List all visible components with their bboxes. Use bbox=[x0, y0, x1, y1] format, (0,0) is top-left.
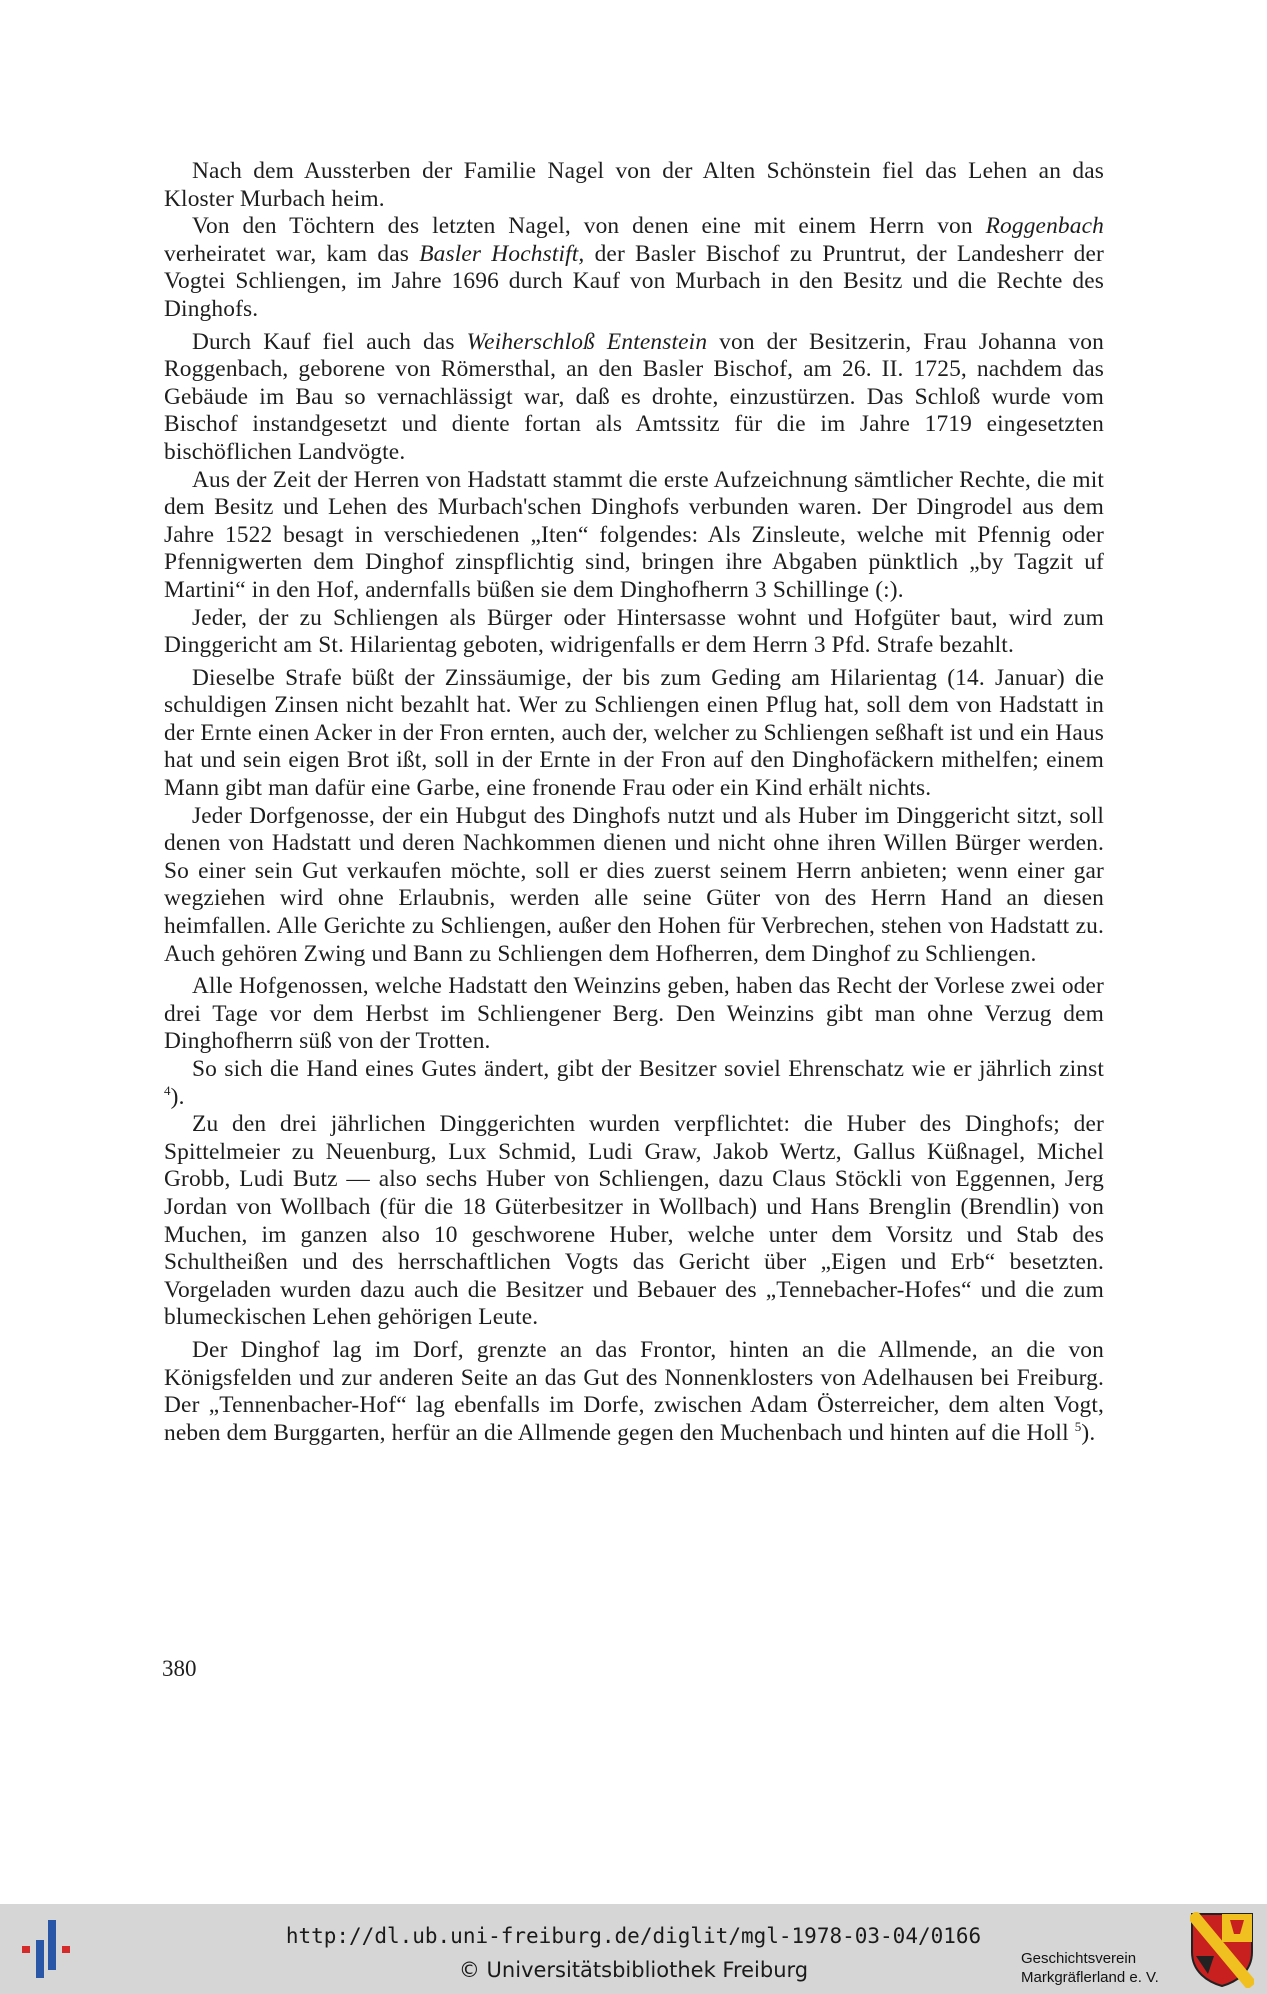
body-text bbox=[164, 158, 1104, 1447]
paragraph: Von den Töchtern des letzten Nagel, von denen eine mit einem Herrn von Roggenbach verheiratet war, kam das Basler Hochstift, der Basler Bischof zu Pruntrut, der Landesherr der Vogtei Schliengen, im Jahre 1696 durch Kauf von Murbach in den Besitz und die Rechte des Dinghofs. bbox=[164, 213, 1104, 322]
page-number: 380 bbox=[162, 1656, 197, 1681]
coat-of-arms-icon bbox=[1190, 1912, 1254, 1988]
footer-bar bbox=[0, 1904, 1267, 1994]
copyright-text: © Universitätsbibliothek Freiburg bbox=[458, 1958, 809, 1982]
paragraph: Zu den drei jährlichen Dinggerichten wurden verpflichtet: die Huber des Dinghofs; der Spittelmeier zu Neuenburg, Lux Schmid, Ludi Graw, Jakob Wertz, Gallus Küßnagel, Michel Grobb, Ludi Butz — also sechs Huber von Schliengen, dazu Claus Stöckli von Eggennen, Jerg Jordan von Wollbach (für die 18 Güterbesitzer in Wollbach) und Hans Brenglin (Brendlin) von Muchen, im ganzen also 10 geschworene Huber, welche unter dem Vorsitz und Stab des Schultheißen und des herrschaftlichen Vogts das Gericht über „Eigen und Erb“ besetzten. Vorgeladen wurden dazu auch die Besitzer und Bebauer des „Tennebacher-Hofes“ und die zum blumeckischen Lehen gehörigen Leute. bbox=[164, 1111, 1104, 1331]
paragraph: Durch Kauf fiel auch das Weiherschloß Entenstein von der Besitzerin, Frau Johanna von Roggenbach, geborene von Römersthal, an den Basler Bischof, am 26. II. 1725, nachdem das Gebäude im Bau so vernachlässigt war, daß es drohte, einzustürzen. Das Schloß wurde vom Bischof instandgesetzt und diente fortan als Amtssitz für die im Jahre 1719 eingesetzten bischöflichen Landvögte. bbox=[164, 328, 1104, 465]
society-line-1: Geschichtsverein bbox=[1021, 1950, 1137, 1967]
paragraph: Jeder Dorfgenosse, der ein Hubgut des Dinghofs nutzt und als Huber im Dinggericht sitzt, soll denen von Hadstatt und deren Nachkommen dienen und nicht ohne ihren Willen Bürger werden. So einer sein Gut verkaufen möchte, soll er dies zuerst seinem Herrn anbieten; wenn einer gar wegziehen wird ohne Erlaubnis, werden alle seine Güter von des Herrn Hand an diesen heimfallen. Alle Gerichte zu Schliengen, außer den Hohen für Verbrechen, stehen von Hadstatt zu. Auch gehören Zwing und Bann zu Schliengen dem Hofherren, dem Dinghof zu Schliengen. bbox=[164, 802, 1104, 967]
society-name bbox=[1021, 1949, 1191, 1987]
permalink-link[interactable]: http://dl.ub.uni-freiburg.de/diglit/mgl-1978-03-04/0166 bbox=[285, 1924, 982, 1948]
paragraph: Aus der Zeit der Herren von Hadstatt stammt die erste Aufzeichnung sämtlicher Rechte, die mit dem Besitz und Lehen des Murbach'schen Dinghofs verbunden waren. Der Dingrodel aus dem Jahre 1522 besagt in verschiedenen „Iten“ folgendes: Als Zinsleute, welche mit Pfennig oder Pfennigwerten dem Dinghof zinspflichtig sind, bringen ihre Abgaben pünktlich „by Tagzit uf Martini“ in den Hof, andernfalls büßen sie dem Dinghofherrn 3 Schillinge (:). bbox=[164, 466, 1104, 603]
paragraph: Alle Hofgenossen, welche Hadstatt den Weinzins geben, haben das Recht der Vorlese zwei oder drei Tage vor dem Herbst im Schliengener Berg. Den Weinzins gibt man ohne Verzug dem Dinghofherrn süß von der Trotten. bbox=[164, 973, 1104, 1055]
paragraph: So sich die Hand eines Gutes ändert, gibt der Besitzer soviel Ehrenschatz wie er jährlich zinst $^4$). bbox=[164, 1056, 1104, 1110]
paragraph: Nach dem Aussterben der Familie Nagel von der Alten Schönstein fiel das Lehen an das Kloster Murbach heim. bbox=[164, 158, 1104, 212]
society-line-2: Markgräflerland e. V. bbox=[1021, 1969, 1159, 1986]
paragraph: Dieselbe Strafe büßt der Zinssäumige, der bis zum Geding am Hilarientag (14. Januar) die schuldigen Zinsen nicht bezahlt hat. Wer zu Schliengen einen Pflug hat, soll dem von Hadstatt in der Ernte einen Acker in der Fron ernten, auch der, welcher zu Schliengen seßhaft ist und ein Haus hat und sein eigen Brot ißt, soll in der Ernte in der Fron auf den Dinghofäckern mithelfen; einem Mann gibt man dafür eine Garbe, eine fronende Frau oder ein Kind erhält nichts. bbox=[164, 664, 1104, 802]
paragraph: Jeder, der zu Schliengen als Bürger oder Hintersasse wohnt und Hofgüter baut, wird zum Dinggericht am St. Hilarientag geboten, widrigenfalls er dem Herrn 3 Pfd. Strafe bezahlt. bbox=[164, 604, 1104, 659]
paragraph: Der Dinghof lag im Dorf, grenzte an das Frontor, hinten an die Allmende, an die von Königsfelden und zur anderen Seite an das Gut des Nonnenklosters von Adelhausen bei Freiburg. Der „Tennenbacher-Hof“ lag ebenfalls im Dorfe, zwischen Adam Österreicher, dem alten Vogt, neben dem Burggarten, herfür an die Allmende gegen den Muchenbach und hinten auf die Holl $^5$). bbox=[164, 1336, 1104, 1446]
